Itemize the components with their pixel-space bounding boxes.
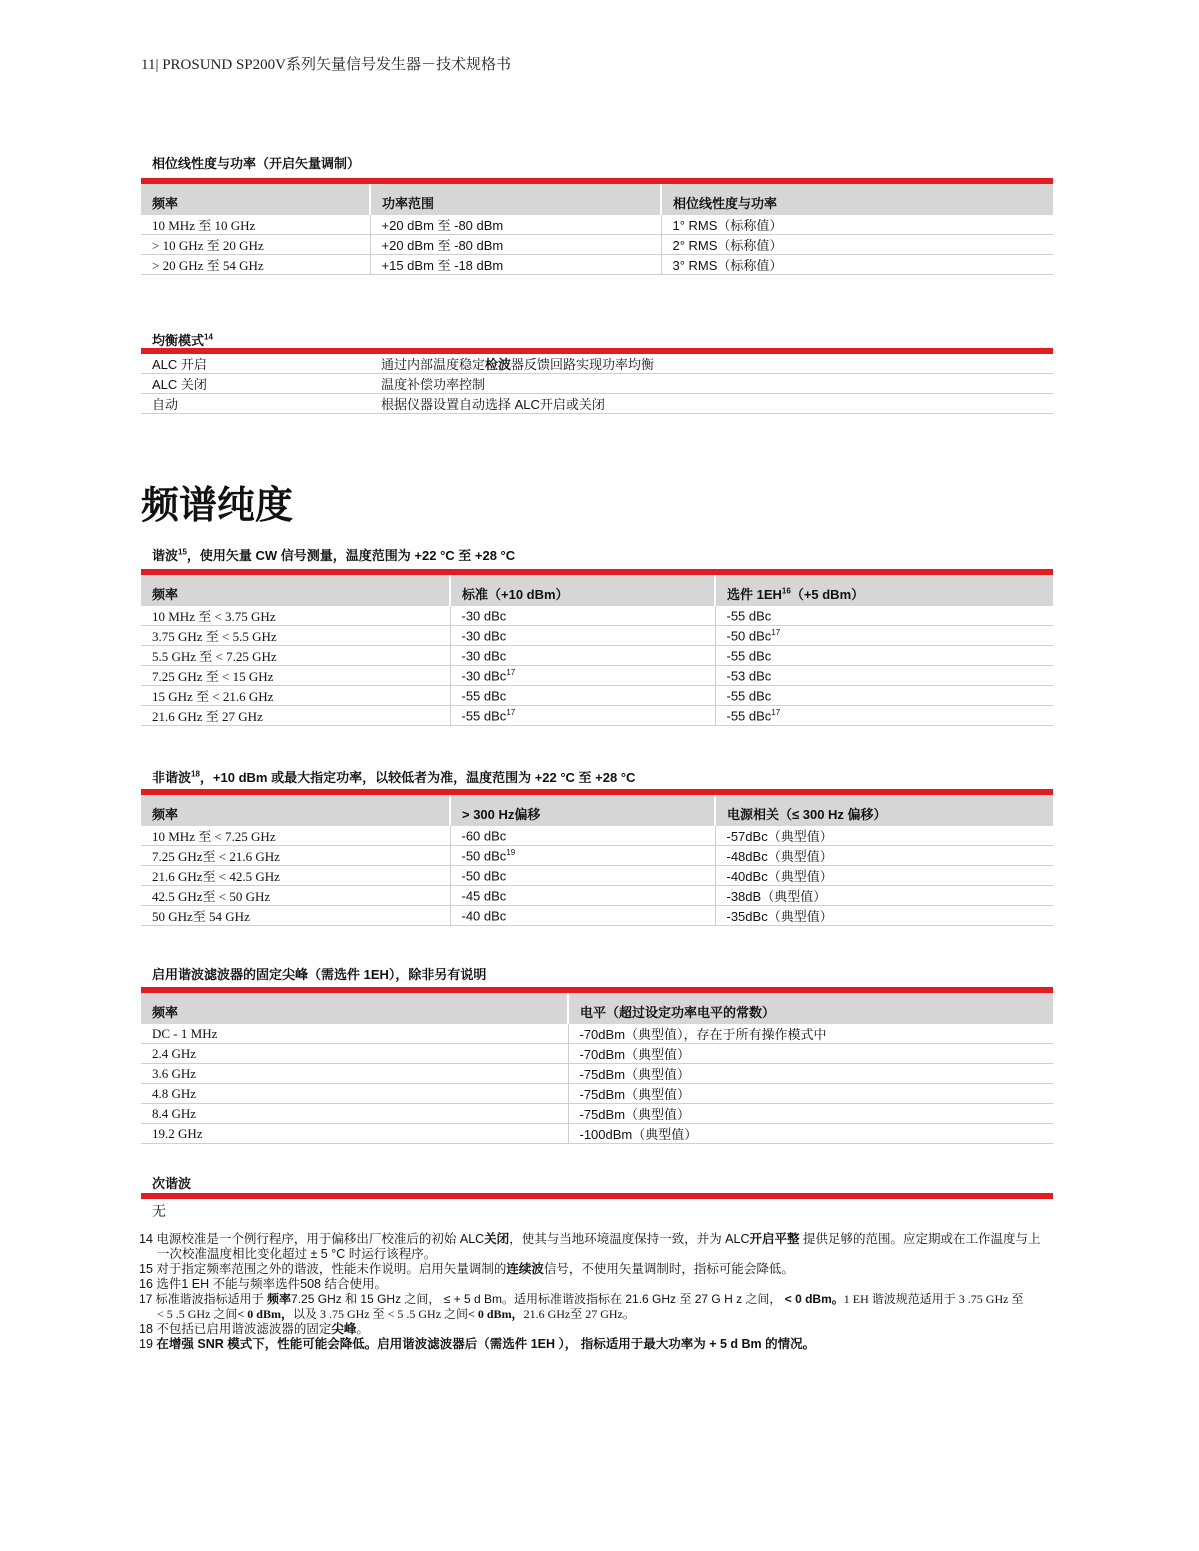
mode-cell: ALC 开启 (141, 354, 370, 374)
footnote-14-cont: 一次校准温度相比变化超过 ± 5 °C 时运行该程序。 (157, 1247, 437, 1261)
mode-cell: 自动 (141, 394, 370, 414)
footnote-16: 16 选件1 EH 不能与频率选件508 结合使用。 (139, 1277, 387, 1291)
table-header-row (141, 993, 1053, 1024)
table-row (141, 1044, 1053, 1064)
subharmonics-title: 次谐波 (152, 1176, 192, 1191)
power-range-cell: +20 dBm 至 -80 dBm (370, 215, 661, 235)
table-row (141, 686, 1053, 706)
level-cell: -75dBm（典型值） (568, 1064, 1053, 1084)
description-cell: 根据仪器设置自动选择 ALC开启或关闭 (370, 394, 1053, 414)
table-row (141, 1124, 1053, 1144)
table-row (141, 866, 1053, 886)
standard-cell: -30 dBc (450, 626, 715, 646)
table-row (141, 394, 1053, 414)
table-row (141, 886, 1053, 906)
mode-cell: ALC 关闭 (141, 374, 370, 394)
table-row (141, 846, 1053, 866)
column-header: 电源相关（≤ 300 Hz 偏移） (715, 795, 1053, 826)
level-cell: -70dBm（典型值），存在于所有操作模式中 (568, 1024, 1053, 1044)
frequency-cell: 10 MHz 至 < 7.25 GHz (141, 826, 450, 846)
frequency-cell: 3.75 GHz 至 < 5.5 GHz (141, 626, 450, 646)
subharmonics-value: 无 (152, 1203, 166, 1219)
footnote-17-cont: < 5 .5 GHz 之间< 0 dBm，以及 3 .75 GHz 至 < 5 .5 GHz 之间< 0 dBm，21.6 GHz至 27 GHz。 (157, 1307, 635, 1321)
frequency-cell: 42.5 GHz至 < 50 GHz (141, 886, 450, 906)
frequency-cell: 2.4 GHz (141, 1044, 568, 1064)
frequency-cell: 15 GHz 至 < 21.6 GHz (141, 686, 450, 706)
table-row (141, 666, 1053, 686)
level-cell: -70dBm（典型值） (568, 1044, 1053, 1064)
phase-linearity-cell: 2° RMS（标称值） (661, 235, 1053, 255)
frequency-cell: 7.25 GHz 至 < 15 GHz (141, 666, 450, 686)
offset-cell: -50 dBc$^{19}$ (450, 846, 715, 866)
option-1eh-cell: -53 dBc (715, 666, 1053, 686)
column-header: 相位线性度与功率 (661, 184, 1053, 215)
option-1eh-cell: -55 dBc (715, 646, 1053, 666)
frequency-cell: 21.6 GHz 至 27 GHz (141, 706, 450, 726)
option-1eh-cell: -55 dBc (715, 686, 1053, 706)
power-related-cell: -38dB（典型值） (715, 886, 1053, 906)
table-row (141, 1084, 1053, 1104)
standard-cell: -30 dBc$^{17}$ (450, 666, 715, 686)
table-row (141, 826, 1053, 846)
footnote-19: 19 在增强 SNR 模式下，性能可能会降低。启用谐波滤波器后（需选件 1EH ）， 指标适用于最大功率为 + 5 d Bm 的情况。 (139, 1337, 816, 1351)
section-title: 频谱纯度 (141, 485, 294, 527)
footnote-14: 14 电源校准是一个例行程序，用于偏移出厂校准后的初始 ALC关闭，使其与当地环境温度保持一致，并为 ALC开启平整 提供足够的范围。应定期或在工作温度与上 (139, 1232, 1041, 1246)
phase-linearity-cell: 3° RMS（标称值） (661, 255, 1053, 275)
column-header: 电平（超过设定功率电平的常数） (568, 993, 1053, 1024)
table-row (141, 374, 1053, 394)
power-related-cell: -35dBc（典型值） (715, 906, 1053, 926)
frequency-cell: 19.2 GHz (141, 1124, 568, 1144)
harmonics-table (141, 575, 1053, 726)
frequency-cell: 50 GHz至 54 GHz (141, 906, 450, 926)
column-header: 频率 (141, 184, 370, 215)
column-header: 频率 (141, 575, 450, 606)
nonharmonics-title: 非谐波$^{18}$，+10 dBm 或最大指定功率，以较低者为准，温度范围为 +22 °C 至 +28 °C (152, 769, 636, 785)
column-header: 选件 $1EH^{16}(+5$ dBm） (715, 575, 1053, 606)
fixed-spurs-title: 启用谐波滤波器的固定尖峰（需选件 1EH），除非另有说明 (152, 967, 487, 982)
power-related-cell: -48dBc（典型值） (715, 846, 1053, 866)
phase-linearity-cell: 1° RMS（标称值） (661, 215, 1053, 235)
description-cell: 通过内部温度稳定检波器反馈回路实现功率均衡 (370, 354, 1053, 374)
footnote-18: 18 不包括已启用谐波滤波器的固定尖峰。 (139, 1322, 369, 1336)
offset-cell: -45 dBc (450, 886, 715, 906)
column-header: 标准（+10 dBm） (450, 575, 715, 606)
frequency-cell: > 20 GHz 至 54 GHz (141, 255, 370, 275)
table-row (141, 1024, 1053, 1044)
footnote-17: 17 标准谐波指标适用于 频率7.25 GHz 和 15 GHz 之间， ≤ + 5 d Bm。适用标准谐波指标在 21.6 GHz 至 27 G H z 之间， < 0 dBm。1 EH 谐波规范适用于 3 .75 GHz 至 (139, 1292, 1024, 1306)
level-cell: -100dBm（典型值） (568, 1124, 1053, 1144)
frequency-cell: 3.6 GHz (141, 1064, 568, 1084)
table-row (141, 354, 1053, 374)
column-header: 频率 (141, 795, 450, 826)
table-row (141, 235, 1053, 255)
footnotes (139, 1232, 1135, 1352)
frequency-cell: 5.5 GHz 至 < 7.25 GHz (141, 646, 450, 666)
leveling-mode-table (141, 354, 1053, 414)
table-header-row (141, 795, 1053, 826)
power-range-cell: +20 dBm 至 -80 dBm (370, 235, 661, 255)
standard-cell: -30 dBc (450, 606, 715, 626)
table-header-row (141, 184, 1053, 215)
frequency-cell: DC - 1 MHz (141, 1024, 568, 1044)
footnote-15: 15 对于指定频率范围之外的谐波，性能未作说明。启用矢量调制的连续波信号，不使用矢量调制时，指标可能会降低。 (139, 1262, 794, 1276)
red-divider (141, 1193, 1053, 1199)
offset-cell: -50 dBc (450, 866, 715, 886)
table-header-row (141, 575, 1053, 606)
frequency-cell: 4.8 GHz (141, 1084, 568, 1104)
column-header: 频率 (141, 993, 568, 1024)
offset-cell: -60 dBc (450, 826, 715, 846)
option-1eh-cell: -55 dBc$^{17}$ (715, 706, 1053, 726)
column-header: 功率范围 (370, 184, 661, 215)
phase-linearity-table (141, 184, 1053, 275)
option-1eh-cell: -50 dBc$^{17}$ (715, 626, 1053, 646)
standard-cell: -55 dBc (450, 686, 715, 706)
table-row (141, 255, 1053, 275)
phase-linearity-title: 相位线性度与功率（开启矢量调制） (152, 156, 361, 171)
page-header: 11| PROSUND SP200V系列矢量信号发生器－技术规格书 (141, 57, 511, 73)
frequency-cell: 8.4 GHz (141, 1104, 568, 1124)
level-cell: -75dBm（典型值） (568, 1104, 1053, 1124)
power-related-cell: -40dBc（典型值） (715, 866, 1053, 886)
table-row (141, 706, 1053, 726)
frequency-cell: 10 MHz 至 10 GHz (141, 215, 370, 235)
harmonics-title: 谐波$^{15}$，使用矢量 CW 信号测量，温度范围为 +22 °C 至 +28 °C (152, 547, 516, 563)
table-row (141, 1064, 1053, 1084)
offset-cell: -40 dBc (450, 906, 715, 926)
standard-cell: -55 dBc$^{17}$ (450, 706, 715, 726)
nonharmonics-table (141, 795, 1053, 926)
level-cell: -75dBm（典型值） (568, 1084, 1053, 1104)
table-row (141, 626, 1053, 646)
frequency-cell: > 10 GHz 至 20 GHz (141, 235, 370, 255)
table-row (141, 215, 1053, 235)
power-range-cell: +15 dBm 至 -18 dBm (370, 255, 661, 275)
table-row (141, 646, 1053, 666)
table-row (141, 606, 1053, 626)
frequency-cell: 7.25 GHz至 < 21.6 GHz (141, 846, 450, 866)
frequency-cell: 10 MHz 至 < 3.75 GHz (141, 606, 450, 626)
table-row (141, 1104, 1053, 1124)
standard-cell: -30 dBc (450, 646, 715, 666)
option-1eh-cell: -55 dBc (715, 606, 1053, 626)
table-row (141, 906, 1053, 926)
leveling-mode-title: 均衡模式$^{14}$ (152, 332, 213, 348)
frequency-cell: 21.6 GHz至 < 42.5 GHz (141, 866, 450, 886)
power-related-cell: -57dBc（典型值） (715, 826, 1053, 846)
column-header: > 300 Hz偏移 (450, 795, 715, 826)
description-cell: 温度补偿功率控制 (370, 374, 1053, 394)
fixed-spurs-table (141, 993, 1053, 1144)
